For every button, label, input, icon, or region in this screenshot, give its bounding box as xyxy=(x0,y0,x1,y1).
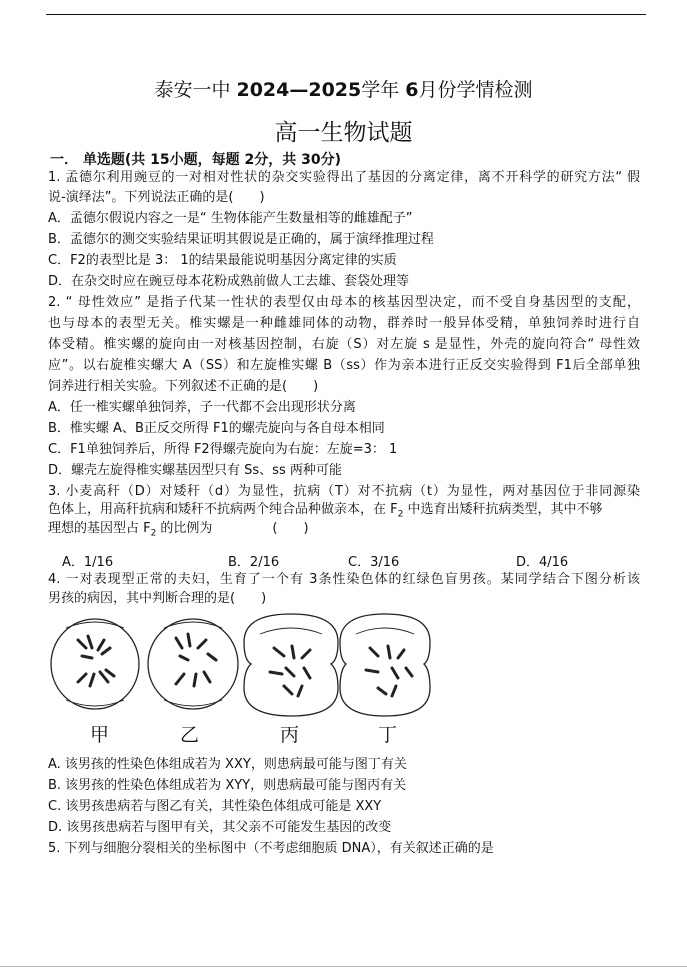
q3-stem-text: 色体上，用高秆抗病和矮秆不抗病两个纯合品种做亲本，在 F xyxy=(48,502,398,517)
q3-option-a: A．1/16 xyxy=(62,555,114,570)
q2-stem-line: 饲养进行相关实验。下列叙述不正确的是( ) xyxy=(48,379,319,394)
cell-jia-outline xyxy=(51,619,139,709)
page-bottom-edge xyxy=(0,966,687,967)
q1-option-a: A．孟德尔假说内容之一是“ 生物体能产生数量相等的雌雄配子” xyxy=(48,211,413,226)
q2-option-d: D．螺壳左旋得椎实螺基因型只有 Ss、ss 两种可能 xyxy=(48,463,342,478)
q3-option-b: B．2/16 xyxy=(228,555,280,570)
subscript-2: 2 xyxy=(150,528,157,539)
q4-stem-line: 4. 一对表现型正常的夫妇，生育了一个有 3条性染色体的红绿色盲男孩。某同学结合下图分析该 xyxy=(48,572,640,587)
title-month: 6 xyxy=(405,79,419,101)
q1-option-b: B．孟德尔的测交实验结果证明其假说是正确的，属于演绎推理过程 xyxy=(48,232,434,247)
exam-subtitle: 高一生物试题 xyxy=(274,120,413,146)
title-mid: 学年 xyxy=(361,79,406,101)
q2-stem-line: 体受精。椎实螺的旋向由一对核基因控制，右旋（S）对左旋 s 是显性，外壳的旋向符合“ 母性效 xyxy=(48,337,640,352)
q2-option-a: A．任一椎实螺单独饲养，子一代都不会出现形状分离 xyxy=(48,400,356,415)
q3-stem-line: 3. 小麦高秆（D）对矮秆（d）为显性，抗病（T）对不抗病（t）为显性，两对基因位于非同源染 xyxy=(48,484,640,499)
q4-option-a: A. 该男孩的性染色体组成若为 XXY，则患病最可能与图丁有关 xyxy=(48,757,407,772)
q3-stem-text: 中选育出矮秆抗病类型，其中不够 xyxy=(403,502,603,517)
q2-stem-line: 2. “ 母性效应” 是指子代某一性状的表型仅由母本的核基因型决定，而不受自身基因型的支配， xyxy=(48,295,640,310)
cell-ding-outline xyxy=(340,614,430,716)
title-suffix: 月份学情检测 xyxy=(418,79,533,101)
q4-stem-line: 男孩的病因，其中判断合理的是( ) xyxy=(48,591,267,606)
q4-option-b: B. 该男孩的性染色体组成若为 XYY，则患病最可能与图丙有关 xyxy=(48,778,407,793)
q2-option-c: C．F1单独饲养后，所得 F2得螺壳旋向为右旋：左旋=3： 1 xyxy=(48,442,398,457)
q3-answer-blank: ( ) xyxy=(272,521,309,536)
q3-option-c: C．3/16 xyxy=(348,555,400,570)
q2-stem-line: 应”。以右旋椎实螺大 A（SS）和左旋椎实螺 B（ss）作为亲本进行正反交实验得到 F1后全部单独 xyxy=(48,358,640,373)
q1-stem-line: 1. 孟德尔利用豌豆的一对相对性状的杂交实验得出了基因的分离定律，离不开科学的研究方法“ 假 xyxy=(48,170,640,185)
q5-stem-line: 5. 下列与细胞分裂相关的坐标图中（不考虑细胞质 DNA），有关叙述正确的是 xyxy=(48,841,494,856)
q4-option-d: D. 该男孩患病若与图甲有关，其父亲不可能发生基因的改变 xyxy=(48,820,392,835)
title-years: 2024—2025 xyxy=(236,79,362,101)
q3-stem-line xyxy=(48,520,309,543)
figure-label-yi: 乙 xyxy=(180,724,200,746)
q3-stem-text: 的比例为 xyxy=(160,521,213,536)
exam-title xyxy=(0,75,687,102)
q1-option-d: D．在杂交时应在豌豆母本花粉成熟前做人工去雄、套袋处理等 xyxy=(48,274,410,289)
cell-yi-outline xyxy=(148,619,238,709)
figure-label-ding: 丁 xyxy=(378,724,398,746)
section-heading: 一． 单选题(共 15小题，每题 2分，共 30分) xyxy=(50,152,341,168)
cell-bing-outline xyxy=(244,614,338,716)
q2-stem-line: 也与母本的表型无关。椎实螺是一种雌雄同体的动物，群养时一般异体受精，单独饲养时进行自 xyxy=(48,316,640,331)
q4-option-c: C. 该男孩患病若与图乙有关，其性染色体组成可能是 XXY xyxy=(48,799,382,814)
figure-label-jia: 甲 xyxy=(90,724,110,746)
subscript-2: 2 xyxy=(397,509,404,520)
q1-stem-line: 说-演绎法”。下列说法正确的是( ) xyxy=(48,190,265,205)
title-prefix: 泰安一中 xyxy=(154,79,237,101)
q3-option-d: D．4/16 xyxy=(516,555,569,570)
q2-option-b: B．椎实螺 A、B正反交所得 F1的螺壳旋向与各自母本相同 xyxy=(48,421,385,436)
q3-stem-text: 理想的基因型占 F xyxy=(48,521,151,536)
header-rule xyxy=(46,14,646,15)
figure-label-bing: 丙 xyxy=(280,724,300,746)
q1-option-c: C．F2的表型比是 3： 1的结果最能说明基因分离定律的实质 xyxy=(48,253,397,268)
